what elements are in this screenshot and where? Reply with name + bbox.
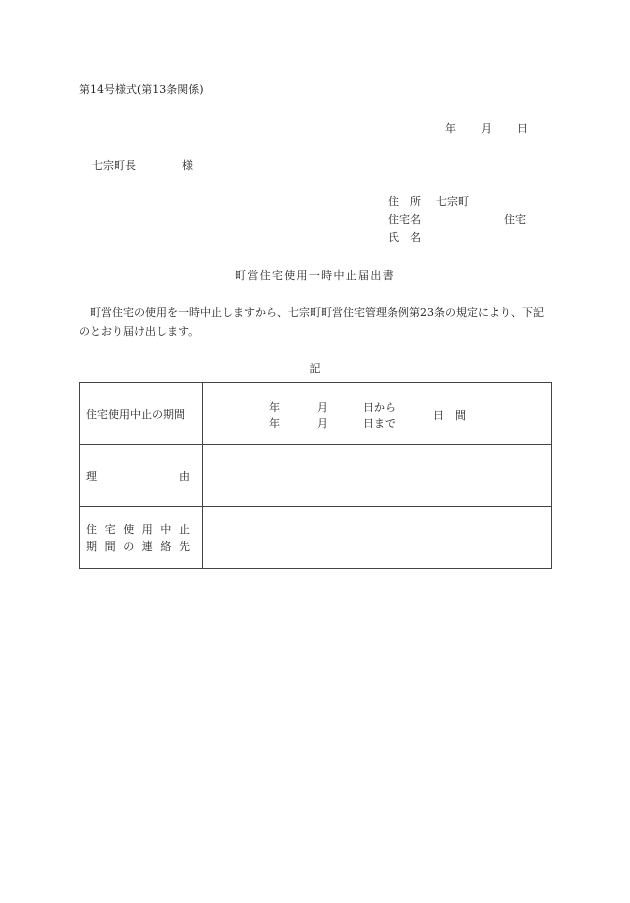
document-title: 町営住宅使用一時中止届出書: [235, 269, 395, 282]
date-year: 年: [445, 122, 456, 135]
period-label: 住宅使用中止の期間: [80, 383, 203, 445]
period-days: 日 間: [433, 409, 466, 422]
reason-row: [80, 445, 552, 507]
period-field[interactable]: [203, 383, 552, 445]
house-label: 住宅名: [388, 213, 421, 226]
period-month-until: 月: [317, 417, 328, 430]
contact-row: [80, 507, 552, 569]
ki-heading: 記: [309, 362, 321, 375]
date-month: 月: [481, 122, 492, 135]
contact-field[interactable]: [203, 507, 552, 569]
address-label: 住 所: [388, 195, 421, 208]
body-paragraph: 町営住宅の使用を一時中止しますから、七宗町町営住宅管理条例第23条の規定により、下記のとおり届け出します。: [79, 306, 544, 338]
form-table: [79, 382, 552, 569]
period-day-until: 日まで: [363, 417, 396, 430]
addressee-name: 七宗町長: [92, 159, 136, 172]
reason-field[interactable]: [203, 445, 552, 507]
contact-label-line1: 住 宅 使 用 中 止: [86, 522, 190, 536]
house-suffix: 住宅: [504, 213, 526, 226]
period-day-from: 日から: [363, 401, 396, 414]
period-year-until: 年: [269, 417, 280, 430]
address-value: 七宗町: [436, 195, 469, 208]
reason-label: [80, 445, 203, 507]
addressee-suffix: 様: [182, 159, 193, 172]
period-month-from: 月: [317, 401, 328, 414]
form-number: 第14号様式(第13条関係): [79, 83, 204, 96]
contact-label-line2: 期 間 の 連 絡 先: [86, 539, 190, 553]
period-year-from: 年: [269, 401, 280, 414]
period-row: [80, 383, 552, 445]
name-label: 氏 名: [388, 231, 421, 244]
reason-label-b: 由: [179, 469, 190, 483]
date-day: 日: [517, 122, 528, 135]
reason-label-a: 理: [86, 469, 97, 483]
contact-label: [80, 507, 203, 569]
